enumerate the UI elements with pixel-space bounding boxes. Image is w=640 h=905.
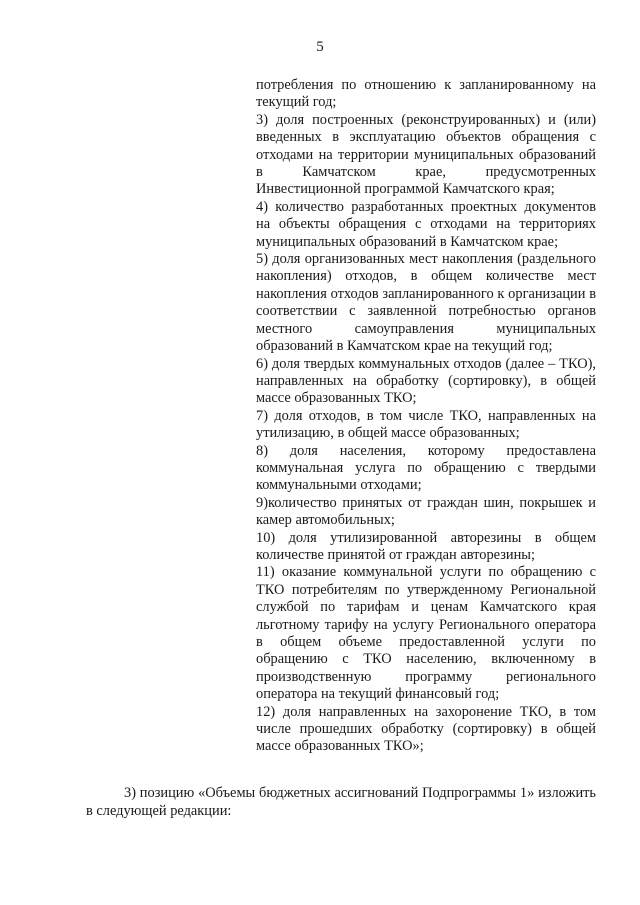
indicator-paragraph: 3) доля построенных (реконструированных) и (или) введенных в эксплуатацию объектов обращения с отходами на территории муниципальных образований в Камчатском крае, предусмотренных Инвестиционной программой Камчатского края; <box>256 111 596 198</box>
indicator-paragraph: 10) доля утилизированной авторезины в общем количестве принятой от граждан авторезины; <box>256 529 596 563</box>
indicator-paragraph: 11) оказание коммунальной услуги по обращению с ТКО потребителям по утвержденному Региональной службой по тарифам и ценам Камчатского края льготному тарифу на услугу Регионального оператора в общем объеме предоставленной услуги по обращению с ТКО населению, включенному в производственную программу регионального оператора на текущий финансовый год; <box>256 564 596 703</box>
indicator-paragraph: 7) доля отходов, в том числе ТКО, направленных на утилизацию, в общей массе образованных; <box>256 407 596 442</box>
indicator-paragraph: 4) количество разработанных проектных документов на объекты обращения с отходами на территориях муниципальных образований в Камчатском крае; <box>256 198 596 250</box>
amendment-text: 3) позицию «Объемы бюджетных ассигнований Подпрограммы 1» изложить в следующей редакции: <box>86 785 596 819</box>
indicator-paragraph: 8) доля населения, которому предоставлена коммунальная услуга по обращению с твердыми коммунальными отходами; <box>256 442 596 494</box>
indicator-paragraph: потребления по отношению к запланированному на текущий год; <box>256 77 596 111</box>
indicator-paragraph: 6) доля твердых коммунальных отходов (далее – ТКО), направленных на обработку (сортировку), в общей массе образованных ТКО; <box>256 355 596 407</box>
indicator-paragraph: 5) доля организованных мест накопления (раздельного накопления) отходов, в общем количестве мест накопления отходов запланированного к организации в соответствии с заявленной потребностью органов местного самоуправления муниципальных образований в Камчатском крае на текущий год; <box>256 251 596 355</box>
indicators-list <box>256 77 596 756</box>
indicator-paragraph: 12) доля направленных на захоронение ТКО, в том числе прошедших обработку (сортировку) в общей массе образованных ТКО»; <box>256 703 596 755</box>
indicator-paragraph: 9)количество принятых от граждан шин, покрышек и камер автомобильных; <box>256 494 596 529</box>
amendment-paragraph <box>86 785 596 820</box>
page-number: 5 <box>316 39 324 55</box>
